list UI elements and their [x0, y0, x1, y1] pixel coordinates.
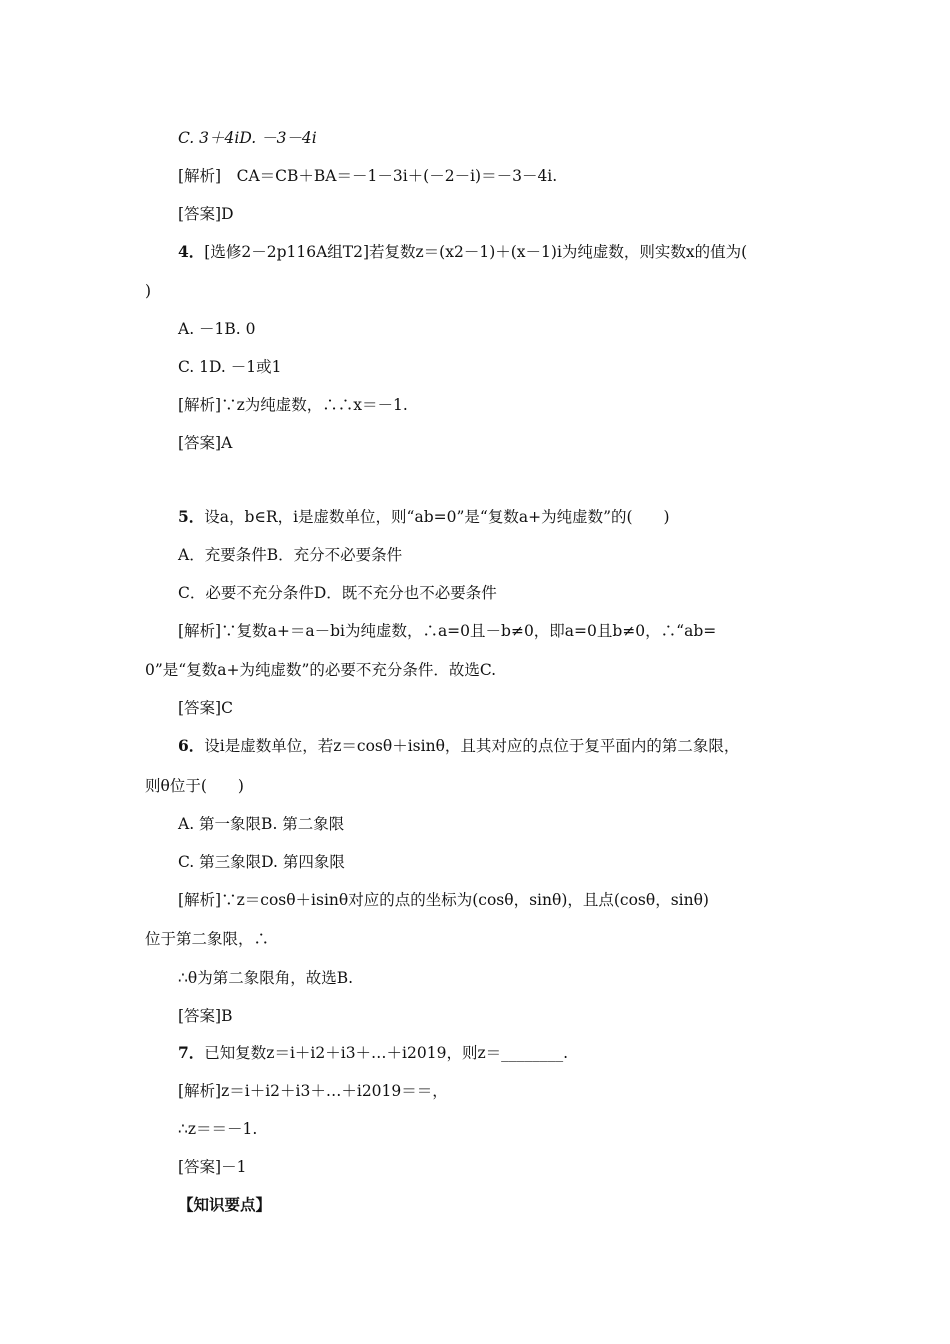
option-line: C. 第三象限D. 第四象限 — [178, 853, 345, 871]
answer-line: [答案]D — [178, 205, 234, 223]
analysis-continuation: 位于第二象限，∴ — [145, 930, 270, 948]
answer-line: [答案]A — [178, 434, 233, 452]
analysis-line: [解析]z＝i＋i2＋i3＋…＋i2019＝＝， — [178, 1082, 448, 1100]
question-number: 7． — [178, 1043, 205, 1062]
option-line: C. 1D. －1或1 — [178, 358, 282, 376]
option-line: A．充要条件B．充分不必要条件 — [178, 546, 403, 564]
analysis-line: [解析]∵z＝cosθ＋isinθ对应的点的坐标为(cosθ，sinθ)，且点(cosθ，sinθ) — [178, 891, 709, 909]
analysis-line: ∴θ为第二象限角，故选B. — [178, 969, 354, 987]
option-line: C. 3＋4iD. －3－4i — [178, 129, 317, 147]
question-7: 7．已知复数z＝i＋i2＋i3＋…＋i2019，则z＝________. — [178, 1043, 569, 1062]
analysis-line: ∴z＝＝－1. — [178, 1120, 258, 1138]
question-6-continuation: 则θ位于( ) — [145, 777, 244, 795]
analysis-continuation: 0”是“复数a+为纯虚数”的必要不充分条件．故选C. — [145, 661, 497, 679]
question-number: 5． — [178, 507, 205, 526]
analysis-line: [解析] CA＝CB＋BA＝－1－3i＋(－2－i)＝－3－4i. — [178, 167, 558, 185]
question-4: 4．[选修2－2p116A组T2]若复数z＝(x2－1)＋(x－1)i为纯虚数，则实数x的值为( — [178, 242, 748, 261]
answer-line: [答案]－1 — [178, 1158, 247, 1176]
question-number: 4． — [178, 242, 205, 261]
question-number: 6． — [178, 736, 205, 755]
section-heading: 【知识要点】 — [178, 1195, 272, 1214]
analysis-line: [解析]∵复数a+＝a－bi为纯虚数，∴a=0且－b≠0，即a=0且b≠0，∴“ab= — [178, 622, 717, 640]
option-line: A. －1B. 0 — [178, 320, 256, 338]
answer-line: [答案]C — [178, 699, 233, 717]
option-line: C．必要不充分条件D．既不充分也不必要条件 — [178, 584, 497, 602]
answer-line: [答案]B — [178, 1007, 233, 1025]
question-4-continuation: ) — [145, 282, 152, 300]
option-line: A. 第一象限B. 第二象限 — [178, 815, 345, 833]
question-6: 6．设i是虚数单位，若z＝cosθ＋isinθ，且其对应的点位于复平面内的第二象限， — [178, 736, 740, 755]
question-5: 5．设a，b∈R，i是虚数单位，则“ab=0”是“复数a+为纯虚数”的( ) — [178, 507, 670, 526]
analysis-line: [解析]∵z为纯虚数，∴∴x＝－1. — [178, 396, 408, 414]
